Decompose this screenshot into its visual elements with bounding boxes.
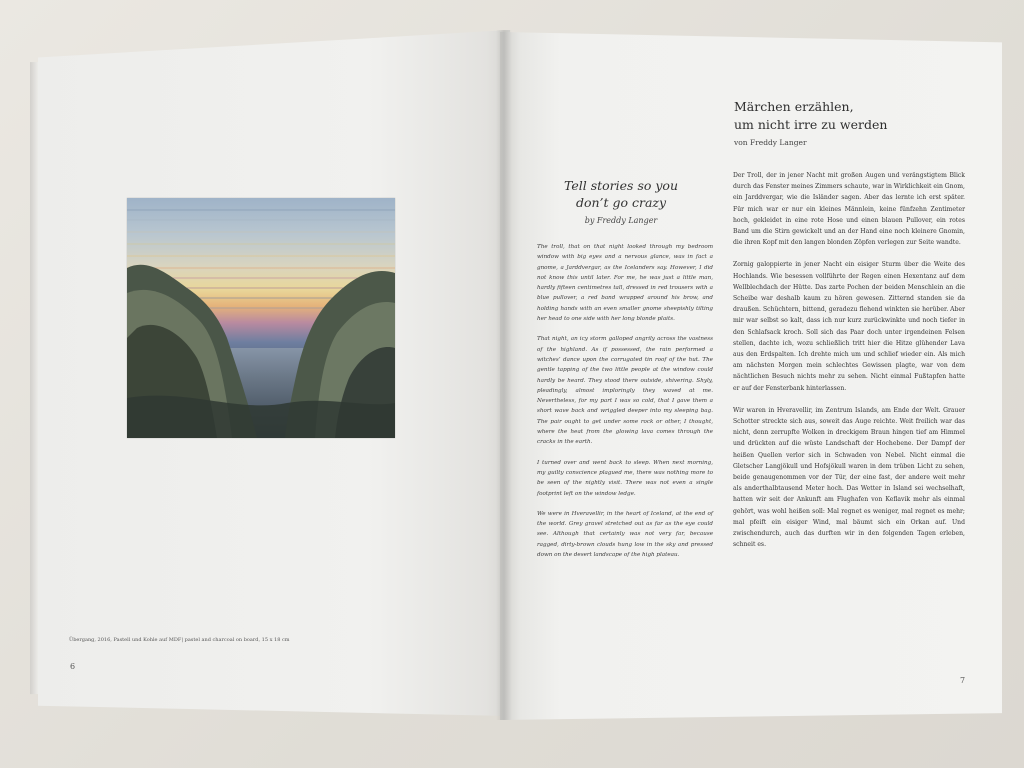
german-paragraph: Zornig galoppierte in jener Nacht ein eisiger Sturm über die Weite des Hochlands. Wie besessen vollführte der Regen einen Hexentanz auf dem Wellblechdach der Hütte. Das zarte Pochen der beiden Menschlein an die Scheibe war deshalb kaum zu hören gewesen. Zitternd standen sie da draußen. Schüchtern, bittend, geradezu flehend winkten sie herüber. Aber mir war selbst so kalt, dass ich nur kurz zurückwinkte und noch tiefer in den Schlafsack kroch. Soll sich das Paar doch unter irgendeinen Felsen stellen, dachte ich, wozu schließlich tritt hier die Hitze glühender Lava aus den Erdspalten. Ich drehte mich um und schlief wieder ein. Als mich am nächsten Morgen mein schlechtes Gewissen plagte, war von dem nächtlichen Besuch nichts mehr zu sehen. Nicht einmal Fußtapfen hatte er auf der Fensterbank hinterlassen. xyxy=(733,261,965,392)
german-title-line-2: um nicht irre zu werden xyxy=(734,117,888,132)
german-body xyxy=(733,170,965,562)
english-title xyxy=(532,177,710,211)
german-title-line-1: Märchen erzählen, xyxy=(734,99,854,114)
english-paragraph: We were in Hveravellir, in the heart of Iceland, at the end of the world. Grey gravel stretched out as far as the eye could see. Although that certainly was not very far, because ragged, dirty-brown clouds hung low in the sky and pressed down on the desert landscape of the high plateau. xyxy=(537,510,713,559)
english-title-line-1: Tell stories so you xyxy=(563,178,678,193)
page-number-right: 7 xyxy=(960,676,966,685)
english-paragraph: That night, an icy storm galloped angrily across the vastness of the highland. As if possessed, the rain performed a witches’ dance upon the corrugated tin roof of the hut. The gentle tapping of the two little people at the window could hardly be heard. They stood there outside, shivering. Shyly, pleadingly, almost imploringly they waved at me. Nevertheless, for my part I was so cold, that I gave them a short wave back and wriggled deeper into my sleeping bag. The pair ought to get under some rock or other, I thought, where the heat from the glowing lava comes through the cracks in the earth. xyxy=(537,336,713,446)
painting-clouds-sunset xyxy=(127,198,395,438)
english-paragraph: I turned over and went back to sleep. When next morning, my guilty conscience plagued me, there was nothing more to be seen of the nightly visit. There was not even a single footprint left on the window ledge. xyxy=(537,459,713,497)
english-byline: by Freddy Langer xyxy=(584,216,658,225)
image-caption: Übergang, 2016, Pastell und Kohle auf MDF| pastel and charcoal on board, 15 x 18 cm xyxy=(69,637,290,643)
book-gutter xyxy=(496,30,512,720)
page-number-left: 6 xyxy=(70,662,76,671)
german-paragraph: Wir waren in Hveravellir, im Zentrum Islands, am Ende der Welt. Grauer Schotter streckte sich aus, soweit das Auge reichte. Weit freilich war das nicht, denn zerrupfte Wolken in dreckigem Braun hingen tief am Himmel und drückten auf die wüste Landschaft der Hochebene. Der Dampf der heißen Quellen verlor sich in Schwaden von Nebel. Nicht einmal die Gletscher Langjökull und Hofsjökull waren in dem trüben Licht zu sehen, beide genaugenommen vor der Tür, der eine fast, der andere weit mehr als anderthalbtausend Meter hoch. Das Wetter in Island sei wechselhaft, hatten wir seit der Ankunft am Flughafen von Keflavik mehr als einmal gehört, was wohl heißen soll: Mal regnet es weniger, mal regnet es mehr; mal pfeift ein eisiger Wind, mal bäumt sich ein Orkan auf. Und zwischendurch, auch das durften wir in den folgenden Tagen erleben, schneit es. xyxy=(733,406,965,549)
german-title xyxy=(734,98,974,134)
german-paragraph: Der Troll, der in jener Nacht mit großen Augen und verängstigtem Blick durch das Fenster meines Zimmers schaute, war in Wirklichkeit ein Gnom, ein Jarddvergar, wie die Isländer sagen. Aber das lernte ich erst später. Für mich war er nur ein kleines Männlein, keine fünfzehn Zentimeter hoch, gekleidet in eine rote Hose und einen blauen Pullover, ein rotes Band um die Stirn gewickelt und an der Hand eine noch kleinere Gnomin, die ihren Kopf mit den langen blonden Zöpfen verlegen zur Seite wandte. xyxy=(733,172,965,247)
english-body xyxy=(537,242,713,570)
german-byline: von Freddy Langer xyxy=(734,138,807,147)
english-title-line-2: don’t go crazy xyxy=(575,195,667,210)
english-paragraph: The troll, that on that night looked through my bedroom window with big eyes and a nervous glance, was in fact a gnome, a Jarddvergar, as the Icelanders say. However, I did not know this until later. For me, he was just a little man, hardly fifteen centimetres tall, dressed in red trousers with a blue pullover, a red band wrapped around his brow, and holding hands with an even smaller gnome sheepishly tilting her head to one side with her long blonde plaits. xyxy=(537,244,713,323)
